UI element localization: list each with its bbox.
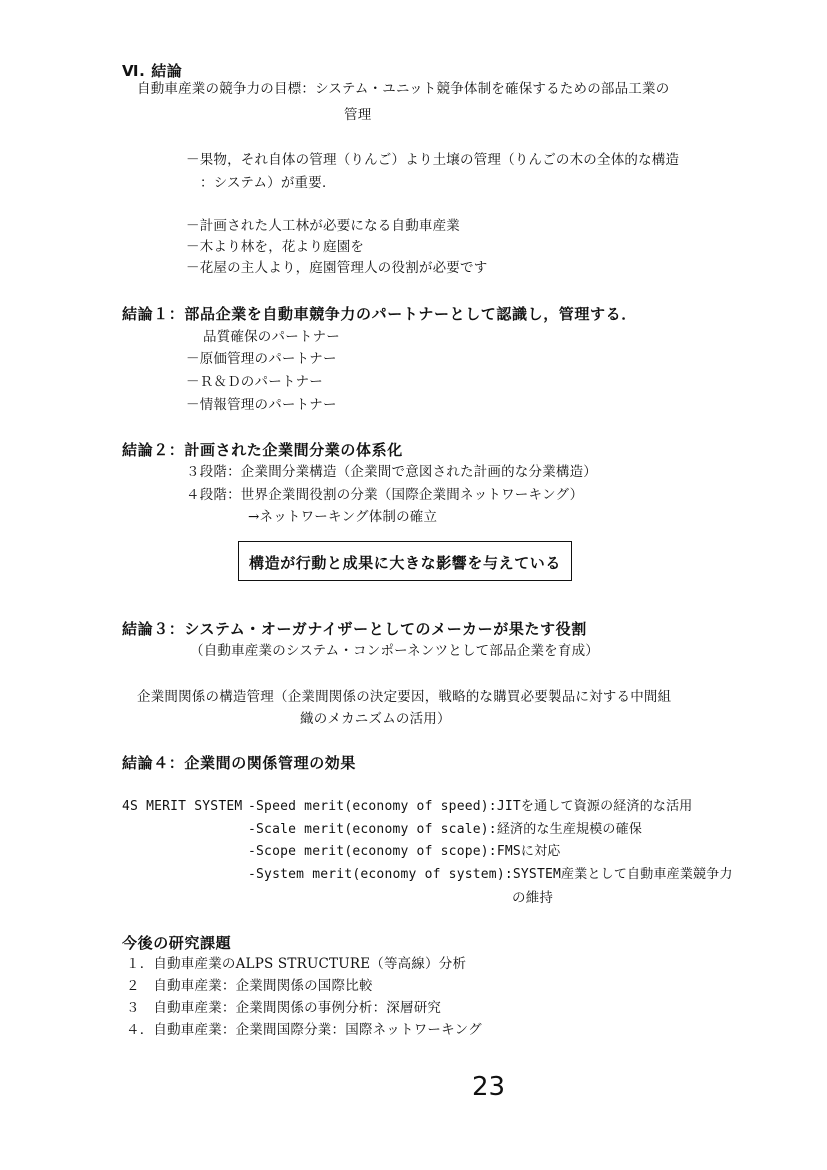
merit-line: -System merit(economy of system):SYSTEM産業として自動車産業競争力: [248, 867, 733, 882]
future-research-item: ３ 自動車産業：企業間関係の事例分析：深層研究: [126, 1000, 442, 1016]
intro-line-1: 自動車産業の競争力の目標：システム・ユニット競争体制を確保するための部品工業の: [137, 81, 670, 97]
conclusion-3-line-1: 企業間関係の構造管理（企業間関係の決定要因，戦略的な購買必要製品に対する中間組: [137, 689, 672, 705]
intro-line-2: 管理: [344, 107, 372, 123]
highlight-box: [238, 541, 572, 581]
conclusion-2-line-2: ４段階：世界企業間役割の分業（国際企業間ネットワーキング）: [186, 487, 584, 503]
merit-line: -Scale merit(economy of scale):経済的な生産規模の確保: [248, 822, 643, 837]
metaphor-line-3: －計画された人工林が必要になる自動車産業: [186, 218, 460, 234]
metaphor-line-4: －木より林を，花より庭園を: [186, 239, 365, 255]
future-research-item: ４．自動車産業：企業間国際分業：国際ネットワーキング: [126, 1022, 482, 1038]
conclusion-1-item: －Ｒ＆Ｄのパートナー: [186, 374, 323, 390]
page-number: 23: [472, 1072, 506, 1102]
merit-line-continued: の維持: [512, 890, 554, 906]
conclusion-3-title: 結論３：システム・オーガナイザーとしてのメーカーが果たす役割: [122, 620, 587, 638]
highlight-box-text: 構造が行動と成果に大きな影響を与えている: [249, 554, 562, 572]
future-research-item: ２ 自動車産業：企業間関係の国際比較: [126, 978, 373, 994]
conclusion-2-title: 結論２：計画された企業間分業の体系化: [122, 441, 403, 459]
future-research-item: １．自動車産業のALPS STRUCTURE（等高線）分析: [126, 956, 467, 972]
merit-line: -Speed merit(economy of speed):JITを通して資源の経済的な活用: [248, 799, 693, 814]
metaphor-line-5: －花屋の主人より，庭園管理人の役割が必要です: [186, 260, 488, 276]
conclusion-1-item: 品質確保のパートナー: [203, 329, 340, 345]
section-title: Ⅵ. 結論: [122, 62, 183, 80]
conclusion-3-line-2: 織のメカニズムの活用）: [300, 711, 451, 727]
conclusion-3-subtitle: （自動車産業のシステム・コンポーネンツとして部品企業を育成）: [190, 643, 599, 659]
conclusion-1-title: 結論１：部品企業を自動車競争力のパートナーとして認識し，管理する．: [122, 305, 637, 323]
future-research-title: 今後の研究課題: [122, 934, 232, 952]
conclusion-4-title: 結論４：企業間の関係管理の効果: [122, 754, 357, 772]
conclusion-1-item: －情報管理のパートナー: [186, 397, 337, 413]
merit-system-label: 4S MERIT SYSTEM: [122, 799, 243, 814]
merit-line: -Scope merit(economy of scope):FMSに対応: [248, 844, 561, 859]
metaphor-line-1: －果物，それ自体の管理（りんご）より土壌の管理（りんごの木の全体的な構造: [186, 152, 680, 168]
conclusion-2-line-3: →ネットワーキング体制の確立: [248, 509, 438, 525]
metaphor-line-2: ：システム）が重要．: [200, 175, 336, 191]
conclusion-2-line-1: ３段階：企業間分業構造（企業間で意図された計画的な分業構造）: [186, 464, 597, 480]
conclusion-1-item: －原価管理のパートナー: [186, 351, 337, 367]
